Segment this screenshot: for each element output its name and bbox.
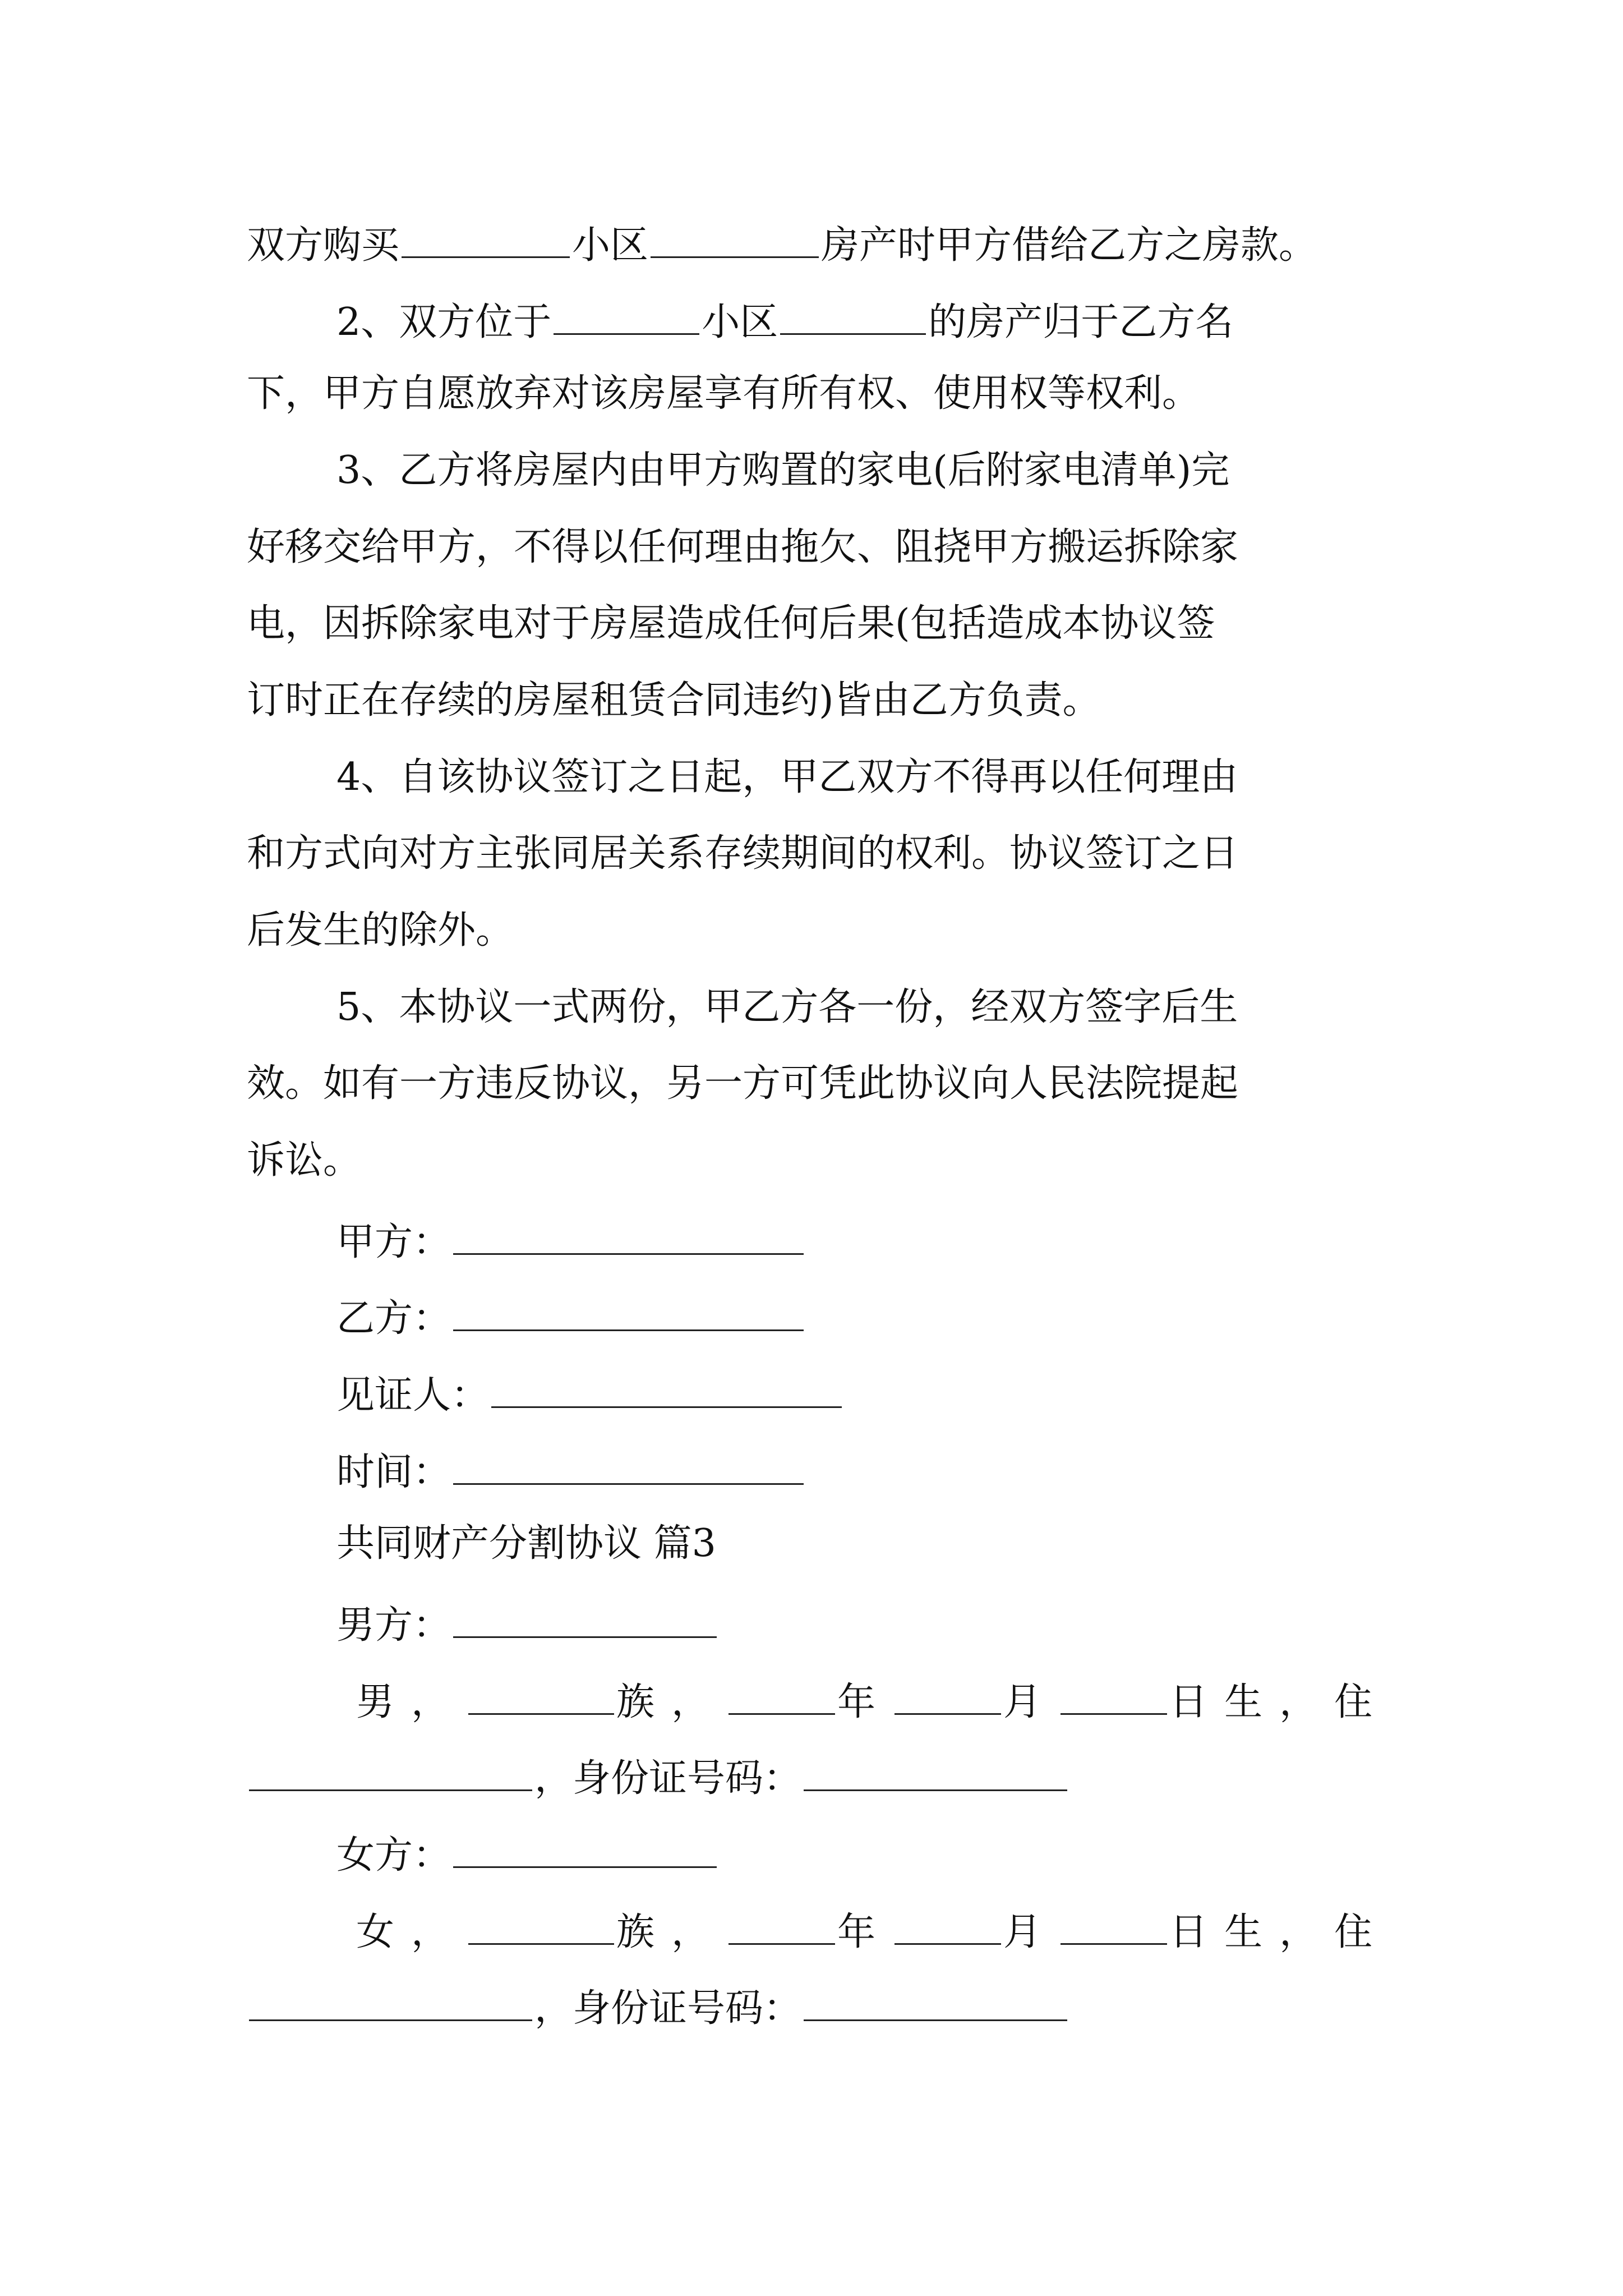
female-details-line: [356, 1908, 1389, 1952]
text-line-7: 订时正在存续的房屋租赁合同违约)皆由乙方负责。: [247, 678, 1101, 723]
signature-time: [336, 1448, 806, 1492]
text-line-9: 和方式向对方主张同居关系存续期间的权利。协议签订之日: [247, 831, 1239, 876]
ethnicity-field[interactable]: [468, 1908, 614, 1945]
id-number-field[interactable]: [804, 1985, 1067, 2021]
text-line-8: 4、自该协议签订之日起，甲乙双方不得再以任何理由: [336, 755, 1238, 799]
text-line-10: 后发生的除外。: [247, 908, 514, 953]
day-field[interactable]: [1061, 1678, 1167, 1715]
text: 月: [1003, 1910, 1059, 1954]
text: ，身份证号码：: [534, 1756, 802, 1801]
male-party-line: [336, 1602, 719, 1648]
label: 男方：: [336, 1603, 451, 1648]
text-line-12: 效。如有一方违反协议，另一方可凭此协议向人民法院提起: [247, 1061, 1239, 1106]
blank-field[interactable]: [651, 222, 819, 258]
text-line-4: 3、乙方将房屋内由甲方购置的家电(后附家电清单)完: [336, 448, 1230, 493]
section-title: 共同财产分割协议 篇3: [336, 1521, 716, 1566]
text: 小区: [702, 300, 778, 344]
year-field[interactable]: [728, 1678, 835, 1715]
text: 族，: [616, 1910, 727, 1954]
male-details-line: [356, 1678, 1389, 1722]
text: 日生，住: [1169, 1910, 1390, 1954]
text: 族，: [616, 1680, 727, 1724]
label: 时间：: [336, 1450, 451, 1494]
signature-witness: [336, 1372, 844, 1418]
text-line-1: [247, 222, 1317, 268]
address-field[interactable]: [249, 1985, 532, 2021]
witness-field[interactable]: [491, 1372, 842, 1408]
text-line-6: 电，因拆除家电对于房屋造成任何后果(包括造成本协议签: [247, 601, 1215, 646]
text: 年: [837, 1910, 893, 1954]
text-line-13: 诉讼。: [247, 1138, 362, 1182]
text: 2、双方位于: [336, 300, 552, 344]
text: 月: [1003, 1680, 1059, 1724]
male-name-field[interactable]: [453, 1602, 717, 1638]
text: 年: [837, 1680, 893, 1724]
text: 房产时甲方借给乙方之房款。: [821, 223, 1317, 268]
year-field[interactable]: [728, 1908, 835, 1945]
ethnicity-field[interactable]: [468, 1678, 614, 1715]
party-b-field[interactable]: [453, 1295, 804, 1331]
text: 的房产归于乙方名: [928, 300, 1234, 344]
text-line-2: [336, 298, 1233, 342]
label: 甲方：: [336, 1220, 451, 1264]
text: 小区: [572, 223, 649, 268]
label: 乙方：: [336, 1296, 451, 1341]
time-field[interactable]: [453, 1448, 804, 1485]
month-field[interactable]: [895, 1908, 1001, 1945]
text: 双方购买: [247, 223, 400, 268]
text-line-5: 好移交给甲方，不得以任何理由拖欠、阻挠甲方搬运拆除家: [247, 525, 1239, 569]
address-field[interactable]: [249, 1755, 532, 1791]
signature-party-b: [336, 1295, 806, 1341]
text-line-11: 5、本协议一式两份，甲乙方各一份，经双方签字后生: [336, 985, 1238, 1029]
month-field[interactable]: [895, 1678, 1001, 1715]
day-field[interactable]: [1061, 1908, 1167, 1945]
label: 女方：: [336, 1833, 451, 1878]
blank-field[interactable]: [402, 222, 570, 258]
text-line-3: 下，甲方自愿放弃对该房屋享有所有权、使用权等权利。: [247, 371, 1201, 416]
female-id-line: [247, 1985, 1069, 2031]
signature-party-a: [336, 1218, 806, 1262]
party-a-field[interactable]: [453, 1218, 804, 1255]
text: ，身份证号码：: [534, 1986, 802, 2031]
female-party-line: [336, 1832, 719, 1878]
text: 男，: [356, 1680, 467, 1724]
label: 见证人：: [336, 1373, 490, 1418]
female-name-field[interactable]: [453, 1832, 717, 1868]
blank-field[interactable]: [554, 298, 699, 335]
text: 女，: [356, 1910, 467, 1954]
male-id-line: [247, 1755, 1069, 1801]
blank-field[interactable]: [780, 298, 926, 335]
text: 日生，住: [1169, 1680, 1390, 1724]
id-number-field[interactable]: [804, 1755, 1067, 1791]
